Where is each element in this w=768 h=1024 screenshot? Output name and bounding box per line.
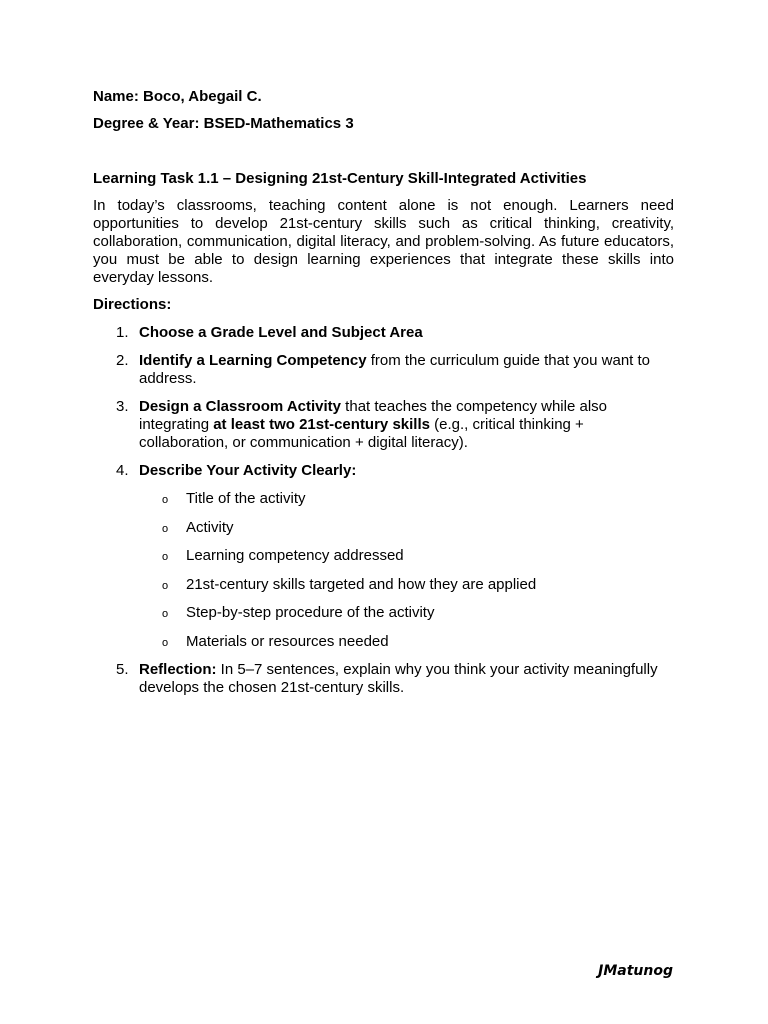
- bullet-icon: o: [162, 494, 169, 506]
- step-emphasis: at least two 21st-century skills: [213, 416, 430, 433]
- intro-paragraph: In today’s classrooms, teaching content alone is not enough. Learners need opportunities to develop 21st-century skills such as critical thinking, creativity, collaboration, communication, digital literacy, and problem-solving. As future educators, you must be able to design learning experiences that integrate these skills into everyday lessons.: [93, 197, 674, 286]
- step-heading: Identify a Learning Competency: [139, 352, 367, 369]
- step-heading: Reflection:: [139, 661, 217, 678]
- step-number: 3.: [116, 398, 129, 415]
- activity-components-list: [139, 490, 674, 651]
- student-name: Name: Boco, Abegail C.: [93, 88, 262, 105]
- bullet-icon: o: [162, 608, 169, 620]
- step-heading: Describe Your Activity Clearly:: [139, 462, 357, 479]
- list-item: [139, 490, 674, 508]
- author-signature: JMatunog: [598, 963, 673, 979]
- list-item-text: Learning competency addressed: [186, 547, 404, 564]
- list-item: [93, 398, 674, 452]
- step-number: 1.: [116, 324, 129, 341]
- step-text: In 5–7 sentences, explain why you think your activity meaningfully develops the chosen 21st-century skills.: [139, 661, 658, 696]
- step-number: 5.: [116, 661, 129, 678]
- list-item: [93, 462, 674, 651]
- task-title: Learning Task 1.1 – Designing 21st-Century Skill-Integrated Activities: [93, 170, 587, 187]
- degree-year: Degree & Year: BSED-Mathematics 3: [93, 115, 354, 132]
- list-item: [139, 633, 674, 651]
- list-item-text: Step-by-step procedure of the activity: [186, 604, 435, 621]
- list-item-text: Materials or resources needed: [186, 632, 389, 650]
- bullet-icon: o: [162, 636, 169, 649]
- step-heading: Choose a Grade Level and Subject Area: [139, 324, 423, 341]
- step-text: (e.g., critical thinking + collaboration, or communication + digital literacy).: [139, 416, 584, 451]
- list-item: [139, 576, 674, 594]
- list-item: [93, 324, 674, 342]
- bullet-icon: o: [162, 522, 169, 535]
- list-item-text: Title of the activity: [186, 490, 306, 507]
- directions-heading: Directions:: [93, 296, 172, 313]
- list-item-text: 21st-century skills targeted and how they are applied: [186, 575, 537, 593]
- directions-list: [93, 324, 674, 697]
- step-number: 2.: [116, 352, 129, 369]
- list-item: [93, 352, 674, 388]
- list-item: [139, 604, 674, 622]
- document-body: [93, 88, 674, 707]
- step-text: from the curriculum guide that you want to address.: [139, 352, 651, 387]
- step-heading: Design a Classroom Activity: [139, 398, 342, 415]
- bullet-icon: o: [162, 551, 169, 563]
- step-number: 4.: [116, 462, 129, 479]
- list-item: [93, 661, 674, 697]
- list-item: [139, 519, 674, 537]
- list-item-text: Activity: [186, 518, 234, 536]
- step-text: that teaches the competency while also integrating: [139, 398, 608, 433]
- bullet-icon: o: [162, 579, 169, 592]
- list-item: [139, 547, 674, 565]
